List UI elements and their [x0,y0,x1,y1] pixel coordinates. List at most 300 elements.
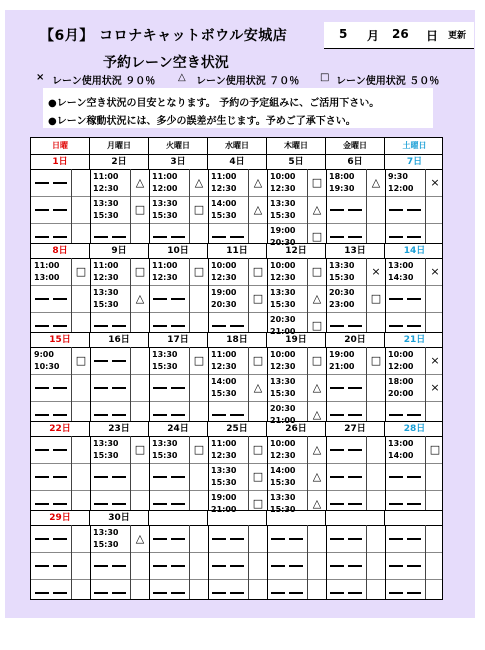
slot-start-time: 11:00 [152,261,178,270]
empty-slot-dash [171,387,185,389]
empty-slot-dash [330,325,344,327]
slot-end-time: 15:30 [93,540,119,549]
slot-end-time: 15:30 [270,505,296,514]
slot-start-time: 13:30 [329,261,355,270]
empty-slot-dash [330,565,344,567]
slot-end-time: 20:00 [388,389,414,398]
update-label: 更新 [448,31,467,41]
grid-line [149,169,150,243]
grid-line [326,169,327,243]
slot-end-time: 19:30 [329,184,355,193]
empty-slot-dash [153,387,167,389]
empty-slot-dash [271,592,285,594]
empty-slot-dash [35,503,49,505]
slot-start-time: 13:30 [93,288,119,297]
empty-slot-dash [212,538,226,540]
grid-line [71,169,72,243]
grid-line [366,525,367,599]
slot-end-time: 12:30 [211,273,237,282]
slot-start-time: 13:30 [211,466,237,475]
empty-slot-dash [112,236,126,238]
slot-start-time: 14:00 [211,199,237,208]
empty-slot-dash [112,414,126,416]
day-number: 29日 [31,511,90,526]
empty-slot-dash [94,387,108,389]
empty-slot-dash [35,209,49,211]
availability-mark: □ [252,265,264,278]
slot-start-time: 10:00 [270,172,296,181]
empty-slot-dash [289,565,303,567]
slot-start-time: 14:00 [270,466,296,475]
empty-slot-dash [330,538,344,540]
grid-line [208,258,209,332]
slot-end-time: 15:30 [93,451,119,460]
slot-start-time: 11:00 [93,172,119,181]
grid-line [267,347,268,421]
empty-slot-dash [153,325,167,327]
empty-slot-dash [230,414,244,416]
availability-mark: □ [311,265,323,278]
empty-slot-dash [389,236,403,238]
availability-mark: △ [312,381,322,394]
empty-slot-dash [348,503,362,505]
availability-mark: △ [253,381,263,394]
grid-line [31,223,442,224]
availability-mark: △ [371,176,381,189]
empty-slot-dash [153,476,167,478]
day-number: 4日 [208,155,267,170]
empty-slot-dash [53,209,67,211]
slot-end-time: 12:30 [93,273,119,282]
availability-mark: □ [134,443,146,456]
empty-slot-dash [35,565,49,567]
slot-start-time: 13:30 [93,528,119,537]
day-number: 17日 [149,333,208,348]
grid-line [31,525,442,526]
day-number: 21日 [403,335,426,345]
empty-slot-dash [112,476,126,478]
empty-slot-dash [389,325,403,327]
day-number: 28日 [403,424,426,434]
empty-slot-dash [35,325,49,327]
slot-start-time: 13:30 [93,439,119,448]
empty-slot-dash [330,387,344,389]
slot-end-time: 10:30 [34,362,60,371]
empty-slot-dash [289,592,303,594]
empty-slot-dash [153,503,167,505]
empty-slot-dash [53,414,67,416]
update-month: 5 [339,27,348,41]
empty-slot-dash [389,414,403,416]
slot-end-time: 12:30 [270,451,296,460]
slot-start-time: 13:30 [93,199,119,208]
legend-symbol-triangle: △ [178,72,186,83]
availability-mark: □ [429,443,441,456]
empty-slot-dash [389,592,403,594]
grid-line [31,436,442,437]
availability-mark: □ [193,354,205,367]
grid-line [385,347,386,421]
availability-mark: △ [135,176,145,189]
empty-slot-dash [212,325,226,327]
weekday-header: 木曜日 [267,138,326,154]
empty-slot-dash [153,236,167,238]
empty-slot-dash [53,565,67,567]
empty-slot-dash [230,236,244,238]
grid-line [149,347,150,421]
empty-slot-dash [153,538,167,540]
empty-slot-dash [407,538,421,540]
availability-mark: □ [370,354,382,367]
empty-slot-dash [53,182,67,184]
slot-end-time: 15:30 [152,451,178,460]
availability-mark: □ [75,265,87,278]
availability-mark: □ [370,292,382,305]
empty-slot-dash [53,325,67,327]
empty-slot-dash [171,538,185,540]
empty-slot-dash [94,236,108,238]
update-date-box [324,22,474,49]
grid-line [31,258,442,259]
slot-start-time: 9:00 [34,350,54,359]
empty-slot-dash [112,360,126,362]
grid-line [31,552,442,553]
grid-line [31,490,442,491]
grid-line [326,436,327,510]
grid-line [71,436,72,510]
grid-line [385,258,386,332]
grid-line [385,525,386,599]
legend-text-90: レーン使用状況 ９０％ [52,76,156,87]
slot-end-time: 12:30 [270,273,296,282]
legend-symbol-square: □ [320,72,330,83]
availability-mark: □ [252,292,264,305]
availability-mark: □ [75,354,87,367]
availability-mark: △ [135,532,145,545]
day-number: 3日 [149,155,208,170]
day-number: 11日 [208,244,267,259]
slot-start-time: 13:30 [270,377,296,386]
grid-line [208,347,209,421]
slot-start-time: 9:30 [388,172,408,181]
slot-end-time: 15:30 [93,211,119,220]
day-number: 15日 [31,333,90,348]
slot-end-time: 23:00 [329,300,355,309]
slot-start-time: 11:00 [211,350,237,359]
availability-mark: × [430,354,440,367]
empty-slot-dash [389,538,403,540]
day-number: 6日 [326,155,385,170]
empty-slot-dash [171,298,185,300]
grid-line [31,347,442,348]
grid-line [31,463,442,464]
legend-symbol-x: × [36,72,45,83]
empty-slot-dash [330,503,344,505]
slot-end-time: 13:00 [34,273,60,282]
empty-slot-dash [330,209,344,211]
day-number: 26日 [267,422,326,437]
empty-slot-dash [389,298,403,300]
empty-slot-dash [35,182,49,184]
slot-start-time: 19:00 [211,288,237,297]
slot-start-time: 11:00 [93,261,119,270]
availability-mark: △ [194,176,204,189]
empty-slot-dash [271,565,285,567]
empty-slot-dash [230,565,244,567]
update-day-unit: 日 [426,29,439,43]
availability-mark: □ [134,265,146,278]
grid-line [326,347,327,421]
empty-slot-dash [94,325,108,327]
empty-slot-dash [171,414,185,416]
grid-line [208,436,209,510]
empty-slot-dash [94,414,108,416]
grid-line [31,169,442,170]
day-number [208,511,267,526]
day-number: 9日 [90,244,149,259]
slot-end-time: 15:30 [152,211,178,220]
empty-slot-dash [112,325,126,327]
empty-slot-dash [330,449,344,451]
slot-start-time: 13:30 [152,350,178,359]
availability-mark: △ [253,203,263,216]
slot-end-time: 12:30 [270,184,296,193]
weekday-header: 水曜日 [208,138,267,154]
availability-mark: △ [312,408,322,421]
empty-slot-dash [230,325,244,327]
slot-end-time: 15:30 [152,362,178,371]
slot-start-time: 14:00 [211,377,237,386]
update-day: 26 [392,27,409,41]
empty-slot-dash [53,538,67,540]
empty-slot-dash [112,387,126,389]
grid-line [31,599,442,600]
empty-slot-dash [230,592,244,594]
page-subtitle: 予約レーン空き状況 [103,55,229,71]
day-number: 12日 [267,244,326,259]
grid-line [189,525,190,599]
availability-mark: △ [312,203,322,216]
empty-slot-dash [153,298,167,300]
day-number: 13日 [326,244,385,259]
slot-end-time: 21:00 [211,505,237,514]
day-number: 10日 [149,244,208,259]
grid-line [267,436,268,510]
day-number [326,511,385,526]
empty-slot-dash [348,538,362,540]
weekday-header: 火曜日 [149,138,208,154]
grid-line [385,436,386,510]
empty-slot-dash [330,414,344,416]
empty-slot-dash [171,325,185,327]
empty-slot-dash [112,565,126,567]
empty-slot-dash [94,503,108,505]
day-number: 7日 [406,157,423,167]
empty-slot-dash [53,298,67,300]
slot-end-time: 12:30 [211,362,237,371]
slot-end-time: 20:30 [270,238,296,247]
grid-line [326,525,327,599]
empty-slot-dash [407,476,421,478]
availability-mark: □ [252,354,264,367]
empty-slot-dash [171,565,185,567]
slot-end-time: 12:00 [152,184,178,193]
slot-end-time: 12:30 [211,451,237,460]
slot-start-time: 11:00 [34,261,60,270]
grid-line [90,169,91,243]
grid-line [267,169,268,243]
slot-start-time: 20:30 [270,404,296,413]
availability-mark: □ [252,443,264,456]
empty-slot-dash [389,503,403,505]
empty-slot-dash [389,209,403,211]
slot-start-time: 10:00 [270,350,296,359]
empty-slot-dash [271,538,285,540]
note-2: ●レーン稼動状況には、多少の誤差が生じます。予めご了承下さい。 [48,116,356,127]
slot-end-time: 15:30 [211,478,237,487]
slot-start-time: 13:30 [270,199,296,208]
slot-end-time: 15:30 [270,300,296,309]
grid-line [307,525,308,599]
availability-mark: □ [252,470,264,483]
availability-mark: × [430,176,440,189]
slot-start-time: 13:30 [152,199,178,208]
availability-mark: □ [311,230,323,243]
availability-mark: □ [311,354,323,367]
empty-slot-dash [330,476,344,478]
grid-line [90,258,91,332]
empty-slot-dash [35,592,49,594]
day-number: 5日 [267,155,326,170]
availability-mark: □ [134,203,146,216]
empty-slot-dash [94,565,108,567]
slot-start-time: 11:00 [211,172,237,181]
slot-start-time: 11:00 [152,172,178,181]
empty-slot-dash [35,236,49,238]
empty-slot-dash [153,565,167,567]
grid-line [31,579,442,580]
empty-slot-dash [348,387,362,389]
availability-mark: △ [253,176,263,189]
slot-start-time: 10:00 [270,261,296,270]
availability-mark: △ [312,292,322,305]
calendar-grid [30,137,443,600]
day-number [149,511,208,526]
grid-line [130,347,131,421]
day-number: 24日 [149,422,208,437]
slot-start-time: 13:30 [270,493,296,502]
weekday-header: 土曜日 [402,141,427,150]
slot-end-time: 15:30 [329,273,355,282]
empty-slot-dash [94,592,108,594]
slot-end-time: 12:30 [152,273,178,282]
empty-slot-dash [407,414,421,416]
slot-end-time: 15:30 [211,211,237,220]
weekday-header: 金曜日 [326,138,385,154]
day-number [267,511,326,526]
grid-line [208,525,209,599]
empty-slot-dash [53,476,67,478]
empty-slot-dash [212,414,226,416]
empty-slot-dash [35,476,49,478]
empty-slot-dash [407,592,421,594]
empty-slot-dash [35,298,49,300]
empty-slot-dash [348,592,362,594]
slot-end-time: 12:30 [211,184,237,193]
availability-mark: □ [193,265,205,278]
availability-mark: △ [312,497,322,510]
slot-end-time: 21:00 [329,362,355,371]
availability-mark: △ [135,292,145,305]
empty-slot-dash [389,476,403,478]
slot-start-time: 13:30 [152,439,178,448]
empty-slot-dash [53,503,67,505]
slot-start-time: 20:30 [329,288,355,297]
slot-end-time: 12:30 [270,362,296,371]
grid-line [31,374,442,375]
day-number: 1日 [31,155,90,170]
slot-start-time: 13:30 [270,288,296,297]
empty-slot-dash [35,449,49,451]
day-number: 8日 [31,244,90,259]
day-number: 22日 [31,422,90,437]
empty-slot-dash [171,592,185,594]
empty-slot-dash [153,592,167,594]
day-number: 14日 [403,246,426,256]
slot-start-time: 19:00 [211,493,237,502]
grid-line [208,169,209,243]
day-number: 25日 [208,422,267,437]
grid-line [366,436,367,510]
availability-mark: × [371,265,381,278]
availability-mark: × [430,265,440,278]
slot-start-time: 11:00 [211,439,237,448]
empty-slot-dash [94,476,108,478]
slot-end-time: 12:30 [93,184,119,193]
empty-slot-dash [348,236,362,238]
empty-slot-dash [407,325,421,327]
empty-slot-dash [35,387,49,389]
grid-line [149,258,150,332]
grid-line [149,436,150,510]
empty-slot-dash [407,236,421,238]
slot-start-time: 18:00 [329,172,355,181]
availability-mark: □ [311,319,323,332]
day-number: 16日 [90,333,149,348]
empty-slot-dash [230,538,244,540]
empty-slot-dash [53,592,67,594]
empty-slot-dash [330,592,344,594]
empty-slot-dash [348,476,362,478]
slot-start-time: 13:00 [388,261,414,270]
empty-slot-dash [348,325,362,327]
grid-line [248,525,249,599]
availability-mark: △ [312,443,322,456]
availability-mark: □ [311,176,323,189]
weekday-header: 月曜日 [90,138,149,154]
empty-slot-dash [153,414,167,416]
slot-end-time: 15:30 [93,300,119,309]
day-number: 19日 [267,333,326,348]
availability-mark: × [430,381,440,394]
slot-end-time: 14:30 [388,273,414,282]
empty-slot-dash [94,360,108,362]
grid-line [31,196,442,197]
empty-slot-dash [407,209,421,211]
empty-slot-dash [212,565,226,567]
empty-slot-dash [348,565,362,567]
notes-box [43,88,433,128]
